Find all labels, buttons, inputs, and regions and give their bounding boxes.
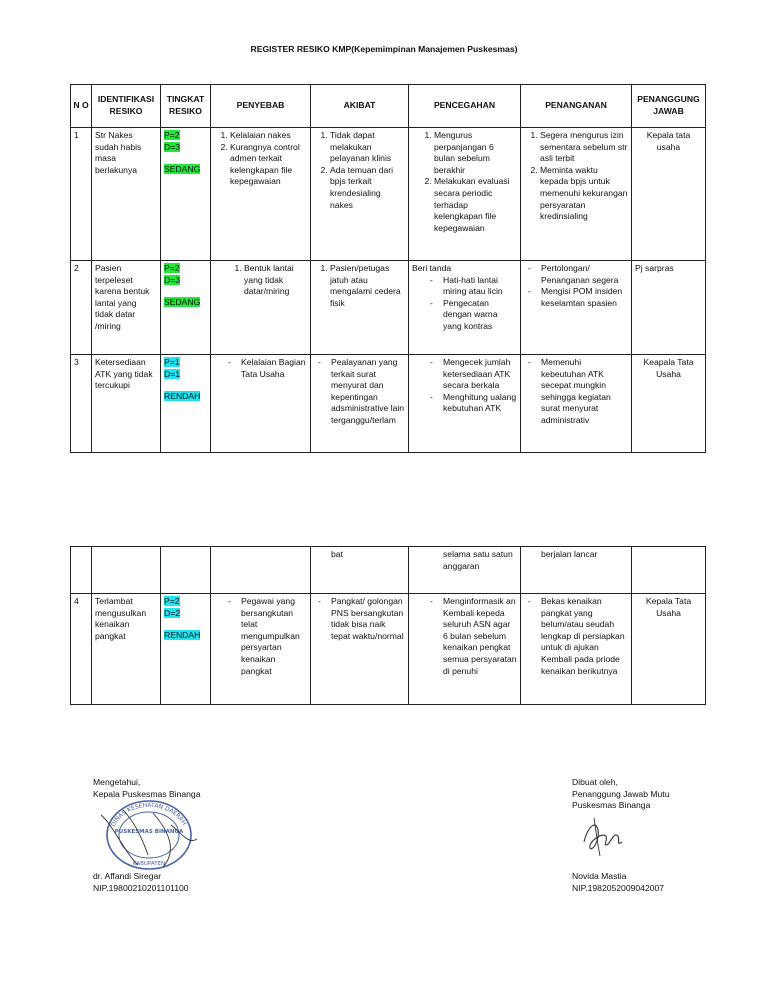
table-row bbox=[71, 128, 706, 261]
row-no: 1 bbox=[71, 128, 92, 261]
signature-right-line2: Penanggung Jawab Mutu bbox=[572, 788, 670, 799]
risk-level-cell bbox=[161, 128, 211, 261]
stamp-bottom-text: KABUPATEN bbox=[132, 861, 166, 867]
document-title: REGISTER RESIKO KMP(Kepemimpinan Manajemen Puskesmas) bbox=[250, 44, 518, 54]
risk-level-cell bbox=[161, 261, 211, 355]
continued-text: bat bbox=[331, 549, 343, 559]
list-item: 1. Bentuk lantai yang tidak datar/miring bbox=[244, 263, 307, 298]
penyebab-cell bbox=[211, 355, 311, 453]
row-identifikasi: Pasien terpeleset karena bentuk lantai yang tidak datar /miring bbox=[92, 261, 161, 355]
pencegahan-cell bbox=[409, 355, 521, 453]
continued-text: berjalan lancar bbox=[541, 549, 598, 559]
list-item: - Pertolongan/ Penanganan segera bbox=[524, 263, 628, 286]
list-item: - Pegawai yang bersangkutan telat mengumpulkan persyartan kenaikan pangkat bbox=[224, 596, 307, 677]
table-header-row bbox=[71, 85, 706, 128]
row-no: 4 bbox=[71, 594, 92, 705]
header-pencegahan: PENCEGAHAN bbox=[409, 85, 521, 128]
list-item: - Bekas kenaikan pangkat yang belum/atau seudah lengkap di persiapkan untuk di ajukan Kembali pada priode kenaikan berikutnya bbox=[524, 596, 628, 677]
impact-value: D=2 bbox=[164, 607, 181, 618]
row-identifikasi: Str Nakes sudah habis masa berlakunya bbox=[92, 128, 161, 261]
list-item: - Pangkat/ golongan PNS bersangkutan tidak bisa naik tepat waktu/normal bbox=[314, 596, 405, 642]
official-stamp bbox=[93, 795, 205, 873]
penyebab-cell bbox=[211, 128, 311, 261]
pencegahan-cell bbox=[409, 261, 521, 355]
stamp-top-text: DINAS KESEHATAN DAERAH bbox=[109, 801, 188, 828]
penanganan-cell bbox=[521, 355, 632, 453]
risk-level-badge: SEDANG bbox=[164, 164, 201, 175]
impact-value: D=3 bbox=[164, 141, 181, 152]
header-penanggung-jawab: PENANGGUNG JAWAB bbox=[632, 85, 706, 128]
list-item: - Pengecatan dengan warna yang kontras bbox=[426, 298, 517, 333]
list-item: - Mengecek jumlah ketersediaan ATK secara berkala bbox=[426, 357, 517, 392]
list-item: - Hati-hati lantai miring atau licin bbox=[426, 275, 517, 298]
probability-value: P=1 bbox=[164, 357, 180, 367]
signatory-left-name: dr. Affandi Siregar bbox=[93, 871, 162, 881]
continued-text: selama satu satun anggaran bbox=[443, 549, 513, 571]
list-item: 1. Tidak dapat melakukan pelayanan klinis bbox=[330, 130, 405, 165]
list-item: 1. Pasien/petugas jatuh atau mengalami cedera fisik bbox=[330, 263, 405, 309]
list-item: - Kelalaian Bagian Tata Usaha bbox=[224, 357, 307, 380]
list-item: 2. Melakukan evaluasi secara periodic terhadap kelengkapan file kepegawaian bbox=[434, 176, 517, 234]
header-no: N O bbox=[71, 85, 92, 128]
risk-register-table-continued bbox=[70, 546, 706, 705]
probability-value: P=2 bbox=[164, 596, 180, 606]
pencegahan-intro: Beri tanda bbox=[412, 263, 452, 273]
list-item: 1. Mengurus perpanjangan 6 bulan sebelum berakhir bbox=[434, 130, 517, 176]
signature-left-line1: Mengetahui, bbox=[93, 777, 141, 787]
risk-register-table bbox=[70, 84, 706, 453]
probability-value: P=2 bbox=[164, 130, 180, 140]
list-item: - Menginformasik an Kembali kepeda seluruh ASN agar 6 bulan sebelum kenaikan pengkat semua persyaratan di penuhi bbox=[426, 596, 517, 677]
penanggung-jawab-cell: Pj sarpras bbox=[632, 261, 706, 355]
signature-left-footer bbox=[93, 871, 189, 894]
table-row-continuation bbox=[71, 547, 706, 594]
stamp-center-text: PUSKESMAS BINANGA bbox=[114, 829, 184, 835]
penanggung-jawab-cell: Kepala Tata Usaha bbox=[632, 594, 706, 705]
header-akibat: AKIBAT bbox=[311, 85, 409, 128]
signature-right bbox=[572, 777, 669, 812]
risk-level-badge: SEDANG bbox=[164, 297, 201, 308]
signature-left-line2: Kepala Puskesmas Binanga bbox=[93, 788, 201, 799]
list-item: 2. Kurangnya control admen terkait kelengkapan file kepegawaian bbox=[230, 142, 307, 188]
signatory-right-name: Novida Mastia bbox=[572, 871, 627, 881]
list-item: - Mengisi POM insiden keselamtan spasien bbox=[524, 286, 628, 309]
table-row bbox=[71, 261, 706, 355]
penyebab-cell bbox=[211, 594, 311, 705]
penanganan-cell bbox=[521, 128, 632, 261]
pencegahan-cell bbox=[409, 594, 521, 705]
list-item: - Memenuhi kebeutuhan ATK secepat mungkin sehingga kegiatan surat menyurat administrativ bbox=[524, 357, 628, 427]
penanganan-cell bbox=[521, 594, 632, 705]
risk-level-badge: RENDAH bbox=[164, 391, 201, 402]
penanggung-jawab-cell: Kepala tata usaha bbox=[632, 128, 706, 261]
list-item: - Pealayanan yang terkait surat menyurat dan kepentingan adsministrative lain terganggu/terlam bbox=[314, 357, 405, 427]
row-identifikasi: Ketersediaan ATK yang tidak tercukupi bbox=[92, 355, 161, 453]
pencegahan-cell bbox=[409, 128, 521, 261]
risk-level-cell bbox=[161, 355, 211, 453]
akibat-cell bbox=[311, 128, 409, 261]
list-item: 2. Meminta waktu kepada bpjs untuk memenuhi kekurangan persyaratan kredinsialing bbox=[540, 165, 628, 223]
signature-right-line1: Dibuat oleh, bbox=[572, 777, 618, 787]
impact-value: D=3 bbox=[164, 274, 181, 285]
row-no: 3 bbox=[71, 355, 92, 453]
handwritten-signature bbox=[578, 812, 626, 860]
akibat-cell bbox=[311, 547, 409, 594]
table-row bbox=[71, 355, 706, 453]
signature-right-line3: Puskesmas Binanga bbox=[572, 800, 651, 811]
impact-value: D=1 bbox=[164, 368, 181, 379]
list-item: 2. Ada temuan dari bpjs terkait krendesialing nakes bbox=[330, 165, 405, 211]
penanganan-cell bbox=[521, 261, 632, 355]
list-item: 1. Kelalaian nakes bbox=[230, 130, 307, 142]
probability-value: P=2 bbox=[164, 263, 180, 273]
row-identifikasi: Terlambat mengusulkan kenaikan pangkat bbox=[92, 594, 161, 705]
akibat-cell bbox=[311, 594, 409, 705]
header-identifikasi: IDENTIFIKASI RESIKO bbox=[92, 85, 161, 128]
list-item: - Menghitung ualang kebutuhan ATK bbox=[426, 392, 517, 415]
signatory-right-nip: NIP.1982052009042007 bbox=[572, 882, 665, 893]
header-penanganan: PENANGANAN bbox=[521, 85, 632, 128]
signatory-left-nip: NIP.19800210201101100 bbox=[93, 882, 189, 893]
list-item: 1. Segera mengurus izin sementara sebelum str asli terbit bbox=[540, 130, 628, 165]
penanggung-jawab-cell: Keapala Tata Usaha bbox=[632, 355, 706, 453]
row-no: 2 bbox=[71, 261, 92, 355]
penanganan-cell bbox=[521, 547, 632, 594]
risk-level-cell bbox=[161, 594, 211, 705]
pencegahan-cell bbox=[409, 547, 521, 594]
risk-level-badge: RENDAH bbox=[164, 630, 201, 641]
akibat-cell bbox=[311, 355, 409, 453]
signature-right-footer bbox=[572, 871, 664, 894]
penyebab-cell bbox=[211, 261, 311, 355]
table-row bbox=[71, 594, 706, 705]
header-penyebab: PENYEBAB bbox=[211, 85, 311, 128]
akibat-cell bbox=[311, 261, 409, 355]
header-tingkat: TINGKAT RESIKO bbox=[161, 85, 211, 128]
